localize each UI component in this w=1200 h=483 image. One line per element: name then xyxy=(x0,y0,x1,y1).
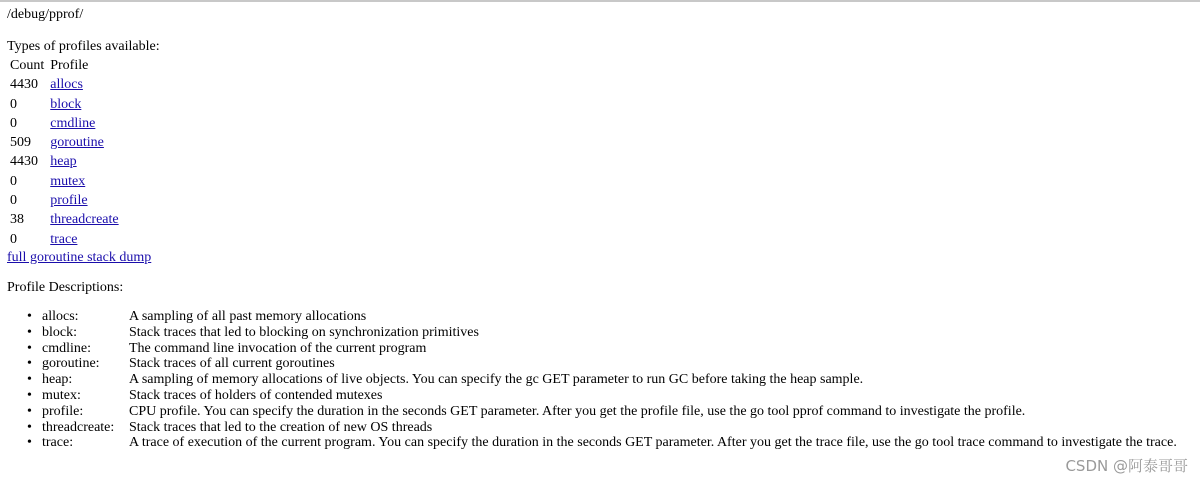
profile-count: 0 xyxy=(10,115,17,131)
profile-link-heap[interactable]: heap xyxy=(50,154,77,170)
table-row xyxy=(7,115,122,134)
description-name: mutex: xyxy=(42,387,81,403)
profile-link-cmdline[interactable]: cmdline xyxy=(50,115,96,131)
bullet-icon: • xyxy=(27,309,32,324)
profile-count: 0 xyxy=(10,96,17,112)
table-row xyxy=(7,153,122,172)
description-name: threadcreate: xyxy=(42,419,115,435)
descriptions-heading: Profile Descriptions: xyxy=(7,280,124,295)
profile-count: 0 xyxy=(10,231,17,247)
profile-link-threadcreate[interactable]: threadcreate xyxy=(50,212,119,228)
profile-count: 509 xyxy=(10,135,31,151)
description-text: Stack traces of all current goroutines xyxy=(129,356,335,372)
bullet-icon: • xyxy=(27,372,32,388)
table-row xyxy=(7,231,122,250)
profile-link-goroutine[interactable]: goroutine xyxy=(50,135,104,151)
description-name: profile: xyxy=(42,403,84,419)
description-name: allocs: xyxy=(42,309,79,324)
description-text: Stack traces of holders of contended mutexes xyxy=(129,387,383,403)
profile-count: 4430 xyxy=(10,154,38,170)
watermark: CSDN @阿泰哥哥 xyxy=(1065,457,1188,475)
count-header: Count xyxy=(10,58,45,73)
profile-link-allocs[interactable]: allocs xyxy=(50,77,83,93)
table-row xyxy=(7,211,122,230)
description-name: heap: xyxy=(42,372,73,388)
bullet-icon: • xyxy=(27,403,32,419)
bullet-icon: • xyxy=(27,419,32,435)
table-row xyxy=(7,134,122,153)
table-row xyxy=(7,76,122,95)
description-name: block: xyxy=(42,324,77,340)
description-name: cmdline: xyxy=(42,340,91,356)
table-row xyxy=(7,96,122,115)
description-name: goroutine: xyxy=(42,356,100,372)
full-goroutine-dump-link[interactable]: full goroutine stack dump xyxy=(7,250,152,265)
description-text: A sampling of memory allocations of live objects. You can specify the gc GET parameter to run GC before taking the heap sample. xyxy=(129,372,864,388)
profile-header: Profile xyxy=(50,58,89,73)
page-path: /debug/pprof/ xyxy=(7,7,84,22)
description-text: Stack traces that led to blocking on synchronization primitives xyxy=(129,324,479,340)
top-border xyxy=(0,0,1200,2)
bullet-icon: • xyxy=(27,340,32,356)
description-name: trace: xyxy=(42,435,74,451)
description-text: CPU profile. You can specify the duration in the seconds GET parameter. After you get the profile file, use the go tool pprof command to investigate the profile. xyxy=(129,403,1026,419)
description-text: Stack traces that led to the creation of new OS threads xyxy=(129,419,433,435)
profile-count: 0 xyxy=(10,173,17,189)
bullet-icon: • xyxy=(27,435,32,451)
bullet-icon: • xyxy=(27,356,32,372)
profile-count: 38 xyxy=(10,212,24,228)
profile-link-profile[interactable]: profile xyxy=(50,193,88,209)
table-row xyxy=(7,192,122,211)
types-heading: Types of profiles available: xyxy=(7,39,160,54)
profile-link-mutex[interactable]: mutex xyxy=(50,173,86,189)
description-text: A trace of execution of the current program. You can specify the duration in the seconds GET parameter. After you get the trace file, use the go tool trace command to investigate the trace. xyxy=(129,435,1177,451)
table-row xyxy=(7,173,122,192)
profile-link-block[interactable]: block xyxy=(50,96,82,112)
description-text: A sampling of all past memory allocations xyxy=(129,309,367,324)
profiles-table xyxy=(7,57,122,250)
table-header-row xyxy=(7,57,122,76)
profile-count: 4430 xyxy=(10,77,38,93)
bullet-icon: • xyxy=(27,387,32,403)
bullet-icon: • xyxy=(27,324,32,340)
description-text: The command line invocation of the current program xyxy=(129,340,427,356)
profile-link-trace[interactable]: trace xyxy=(50,231,78,247)
profile-count: 0 xyxy=(10,193,17,209)
